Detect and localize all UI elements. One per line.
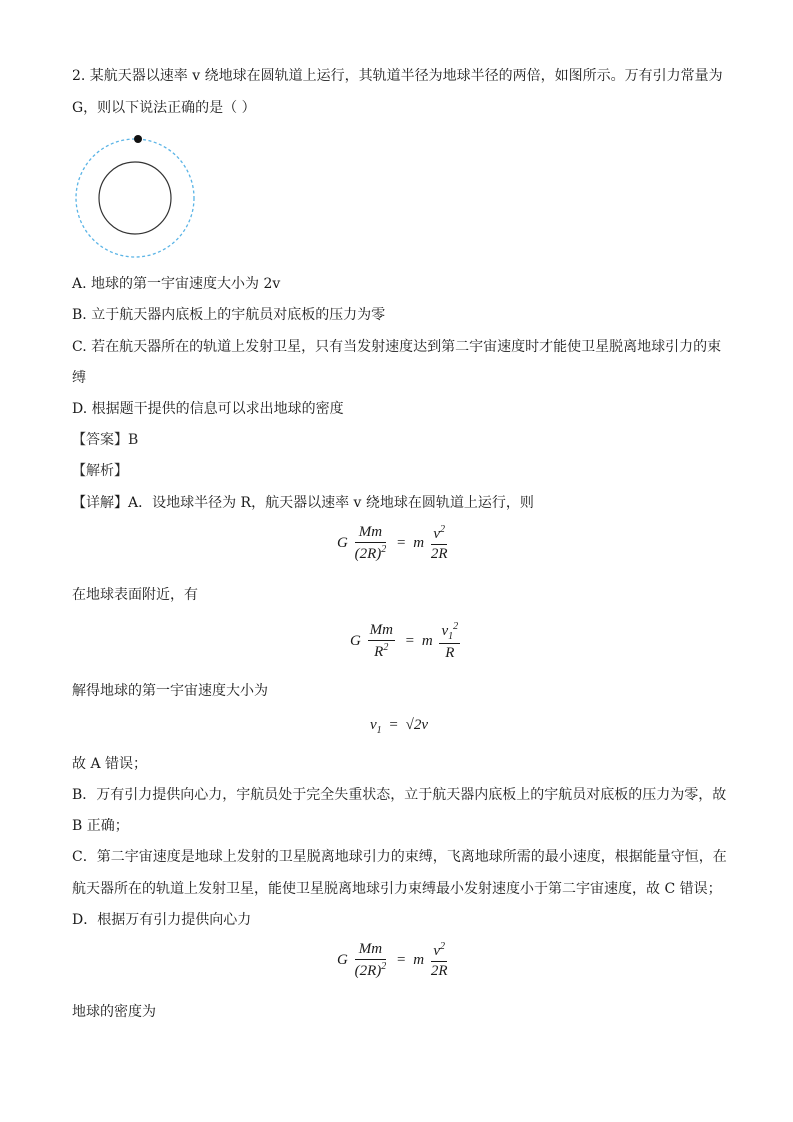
detail-a-intro: 【详解】A．设地球半径为 R，航天器以速率 v 绕地球在圆轨道上运行，则	[72, 495, 534, 511]
spacecraft-dot	[134, 135, 142, 143]
orbit-path	[76, 139, 194, 257]
detail-c-line-2: 航天器所在的轨道上发射卫星，能使卫星脱离地球引力束缚最小发射速度小于第二宇宙速度，故 C 错误；	[72, 881, 722, 897]
detail-b-line-1: B．万有引力提供向心力，宇航员处于完全失重状态，立于航天器内底板上的宇航员对底板的压力为零，故	[72, 787, 727, 803]
equation-3: $v_1 = √2v$	[370, 717, 429, 736]
option-a: A. 地球的第一宇宙速度大小为 2v	[72, 276, 281, 292]
detail-c-line-1: C．第二宇宙速度是地球上发射的卫星脱离地球引力的束缚，飞离地球所需的最小速度，根据能量守恒，在	[72, 849, 727, 865]
option-d: D. 根据题干提供的信息可以求出地球的密度	[72, 401, 344, 417]
answer-label: 【答案】B	[72, 432, 139, 448]
option-b: B. 立于航天器内底板上的宇航员对底板的压力为零	[72, 307, 386, 323]
equation-1: G $\frac{Mm}{(2R)^2}$ = m $\frac{v^2}{2R}$	[337, 524, 448, 562]
option-c-line-1: C. 若在航天器所在的轨道上发射卫星，只有当发射速度达到第二宇宙速度时才能使卫星脱离地球引力的束	[72, 339, 722, 355]
equation-2: G $\frac{Mm}{R^2}$ = m $\frac{v_1^2}{R}$	[350, 621, 459, 661]
detail-solve-first: 解得地球的第一宇宙速度大小为	[72, 683, 268, 699]
orbit-diagram	[72, 132, 198, 264]
option-c-line-2: 缚	[72, 370, 86, 386]
equation-4: G $\frac{Mm}{(2R)^2}$ = m $\frac{v^2}{2R}$	[337, 941, 448, 979]
analysis-label: 【解析】	[72, 463, 128, 479]
earth-circle	[99, 162, 171, 234]
detail-b-line-2: B 正确；	[72, 818, 129, 834]
detail-density: 地球的密度为	[72, 1004, 156, 1020]
detail-near-surface: 在地球表面附近，有	[72, 587, 198, 603]
detail-d-intro: D．根据万有引力提供向心力	[72, 912, 252, 928]
question-line-2: G，则以下说法正确的是（ ）	[72, 100, 256, 116]
question-line-1: 2. 某航天器以速率 v 绕地球在圆轨道上运行，其轨道半径为地球半径的两倍，如图所示。万有引力常量为	[72, 68, 723, 84]
detail-a-wrong: 故 A 错误；	[72, 756, 148, 772]
